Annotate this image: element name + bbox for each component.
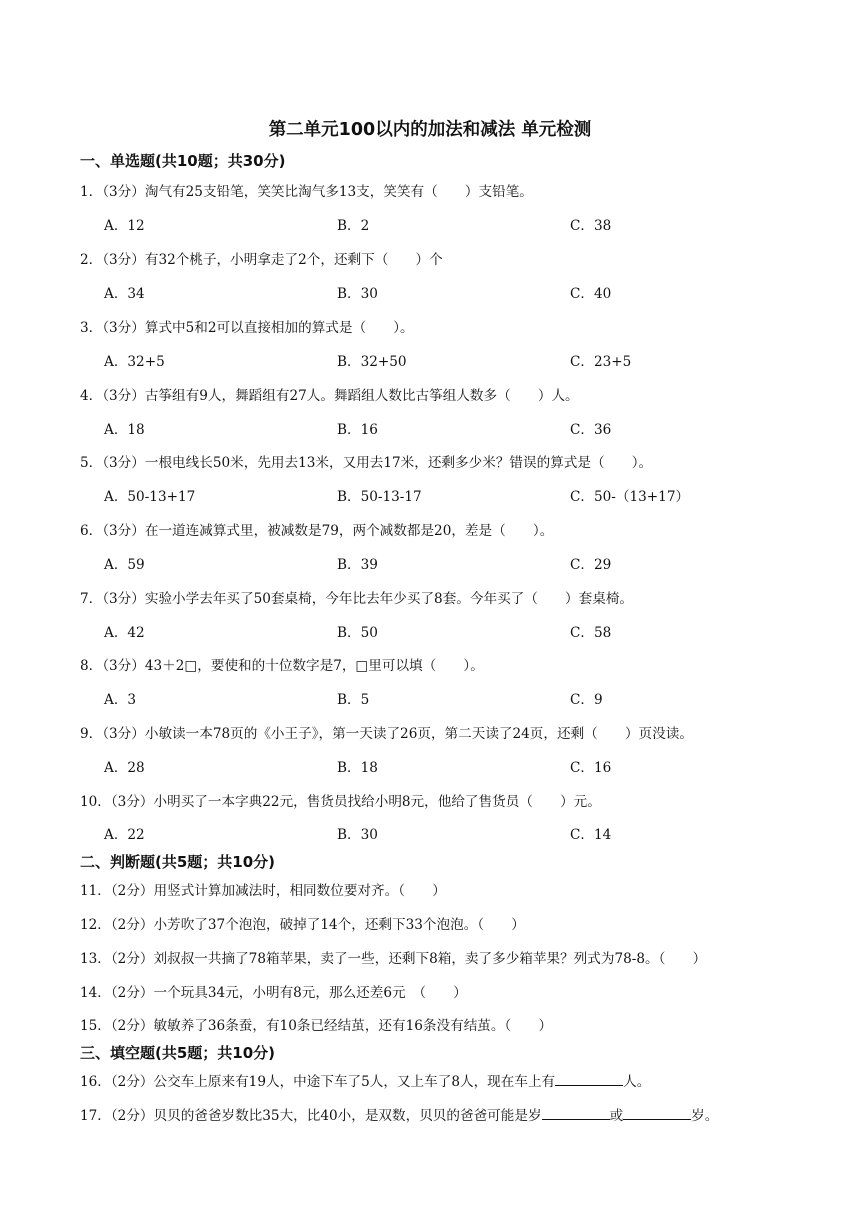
- option-row: [80, 418, 780, 438]
- option-row: [80, 688, 780, 708]
- fill-question-suffix: 岁。: [691, 1108, 719, 1124]
- option-a: A．32+5: [104, 354, 165, 370]
- fill-question-suffix: 人。: [623, 1074, 651, 1090]
- option-c: C．16: [570, 760, 612, 776]
- option-row: [80, 214, 780, 234]
- answer-blank[interactable]: [555, 1071, 623, 1086]
- option-c: C．36: [570, 422, 612, 438]
- judge-question: 11．（2分）用竖式计算加减法时，相同数位要对齐。（ ）: [80, 883, 446, 899]
- fill-question-text: 17．（2分）贝贝的爸爸岁数比35大，比40小，是双数，贝贝的爸爸可能是岁: [80, 1108, 542, 1124]
- option-b: B．16: [337, 422, 378, 438]
- option-c: C．50-（13+17）: [570, 489, 690, 505]
- option-b: B．18: [337, 760, 378, 776]
- question-stem: 1．（3分）淘气有25支铅笔，笑笑比淘气多13支，笑笑有（ ）支铅笔。: [80, 184, 533, 200]
- question-stem: 9．（3分）小敏读一本78页的《小王子》，第一天读了26页，第二天读了24页，还剩（ ）页没读。: [80, 726, 693, 742]
- judge-question: 12．（2分）小芳吹了37个泡泡，破掉了14个，还剩下33个泡泡。（ ）: [80, 917, 525, 933]
- option-a: A．12: [104, 218, 145, 234]
- option-row: [80, 485, 780, 505]
- option-c: C．9: [570, 692, 603, 708]
- option-c: C．23+5: [570, 354, 632, 370]
- option-c: C．14: [570, 827, 612, 843]
- option-b: B．30: [337, 286, 378, 302]
- page-title: 第二单元100以内的加法和减法 单元检测: [268, 120, 592, 140]
- fill-question-connector: 或: [609, 1108, 624, 1124]
- judge-question: 14．（2分）一个玩具34元，小明有8元，那么还差6元 （ ）: [80, 985, 467, 1001]
- option-row: [80, 823, 780, 843]
- fill-question: [80, 1070, 650, 1090]
- option-a: A．50-13+17: [104, 489, 196, 505]
- fill-question-text: 16．（2分）公交车上原来有19人，中途下车了5人，又上车了8人，现在车上有: [80, 1074, 556, 1090]
- option-b: B．39: [337, 557, 378, 573]
- option-b: B．50: [337, 625, 378, 641]
- option-row: [80, 621, 780, 641]
- option-a: A．28: [104, 760, 145, 776]
- question-stem: 8．（3分）43＋2□，要使和的十位数字是7，□里可以填（ ）。: [80, 658, 484, 674]
- judge-question: 15．（2分）敏敏养了36条蚕，有10条已经结茧，还有16条没有结茧。（ ）: [80, 1018, 553, 1034]
- option-a: A．34: [104, 286, 145, 302]
- option-b: B．50-13-17: [337, 489, 422, 505]
- option-b: B．5: [337, 692, 370, 708]
- option-a: A．18: [104, 422, 145, 438]
- judge-question: 13．（2分）刘叔叔一共摘了78箱苹果，卖了一些，还剩下8箱，卖了多少箱苹果？列式为78-8。（ ）: [80, 951, 707, 967]
- section-heading-true-false: 二、判断题(共5题；共10分): [80, 853, 276, 871]
- option-b: B．32+50: [337, 354, 407, 370]
- question-stem: 6．（3分）在一道连减算式里，被减数是79，两个减数都是20，差是（ ）。: [80, 523, 554, 539]
- answer-blank[interactable]: [542, 1105, 610, 1120]
- fill-question: [80, 1104, 718, 1124]
- option-a: A．22: [104, 827, 145, 843]
- option-b: B．2: [337, 218, 370, 234]
- question-stem: 5．（3分）一根电线长50米，先用去13米，又用去17米，还剩多少米？错误的算式是（ ）。: [80, 455, 653, 471]
- question-stem: 7．（3分）实验小学去年买了50套桌椅，今年比去年少买了8套。今年买了（ ）套桌椅。: [80, 591, 634, 607]
- answer-blank[interactable]: [623, 1105, 691, 1120]
- section-heading-single-choice: 一、单选题(共10题；共30分): [80, 152, 286, 170]
- option-a: A．59: [104, 557, 145, 573]
- option-row: [80, 282, 780, 302]
- question-stem: 4．（3分）古筝组有9人，舞蹈组有27人。舞蹈组人数比古筝组人数多（ ）人。: [80, 388, 579, 404]
- question-stem: 3．（3分）算式中5和2可以直接相加的算式是（ ）。: [80, 320, 414, 336]
- option-row: [80, 756, 780, 776]
- question-stem: 2．（3分）有32个桃子，小明拿走了2个，还剩下（ ）个: [80, 252, 443, 268]
- option-row: [80, 350, 780, 370]
- option-a: A．3: [104, 692, 137, 708]
- option-c: C．58: [570, 625, 612, 641]
- option-c: C．40: [570, 286, 612, 302]
- option-c: C．29: [570, 557, 612, 573]
- option-c: C．38: [570, 218, 612, 234]
- option-a: A．42: [104, 625, 145, 641]
- question-stem: 10．（3分）小明买了一本字典22元，售货员找给小明8元，他给了售货员（ ）元。: [80, 794, 601, 810]
- option-row: [80, 553, 780, 573]
- section-heading-fill-blank: 三、填空题(共5题；共10分): [80, 1044, 276, 1062]
- option-b: B．30: [337, 827, 378, 843]
